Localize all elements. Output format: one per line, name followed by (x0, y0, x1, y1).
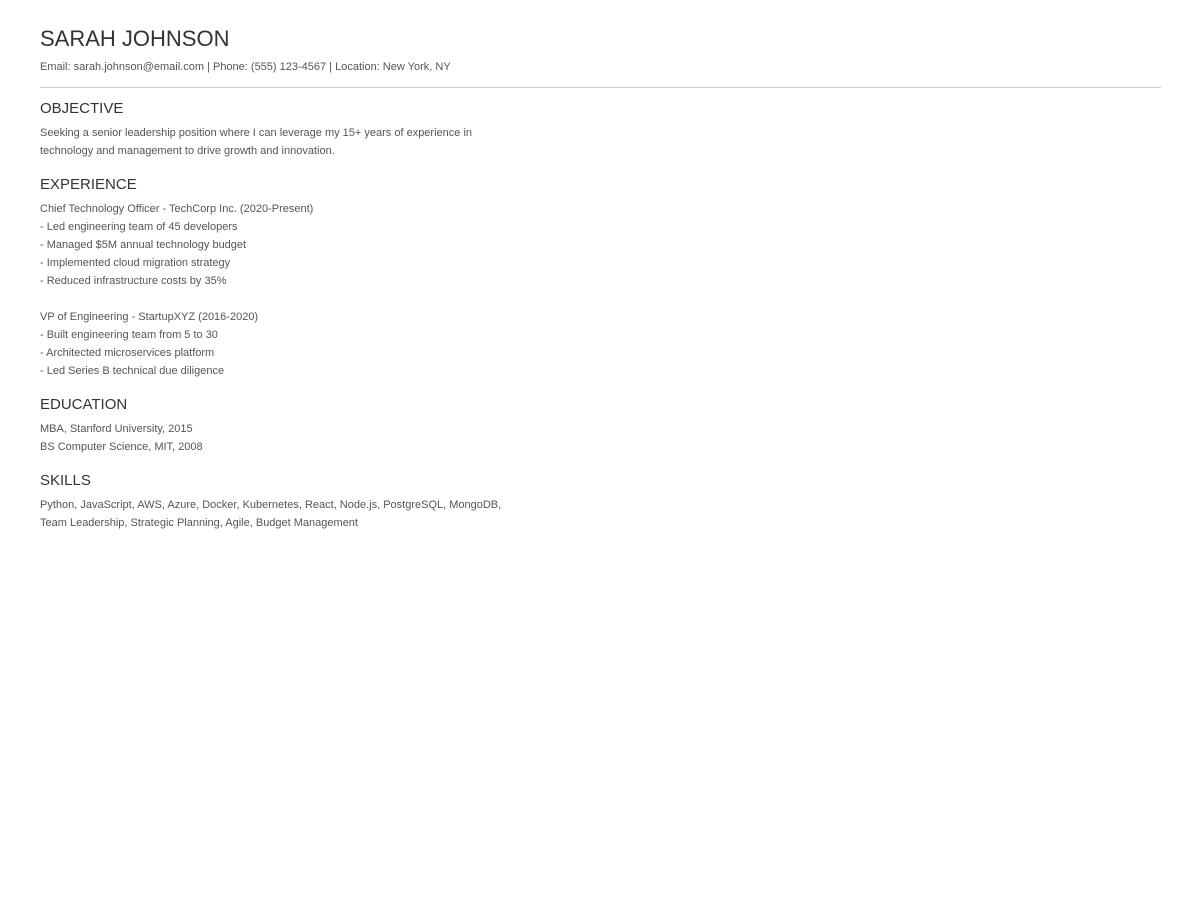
experience-list (40, 200, 510, 380)
objective-section (40, 100, 1161, 160)
job-entry (40, 308, 510, 380)
section-title-skills: SKILLS (40, 472, 91, 489)
education-list (40, 420, 510, 456)
header-divider (40, 87, 1161, 88)
job-entry (40, 200, 510, 290)
education-item: BS Computer Science, MIT, 2008 (40, 441, 203, 453)
candidate-name: SARAH JOHNSON (40, 26, 230, 51)
job-bullet: - Implemented cloud migration strategy (40, 257, 231, 269)
objective-line: technology and management to drive growth and innovation. (40, 145, 335, 157)
skills-text (40, 496, 520, 532)
experience-section (40, 176, 1161, 380)
section-title-experience: EXPERIENCE (40, 176, 137, 193)
education-item: MBA, Stanford University, 2015 (40, 423, 193, 435)
skills-line: Python, JavaScript, AWS, Azure, Docker, Kubernetes, React, Node.js, PostgreSQL, MongoDB, (40, 499, 502, 511)
resume-header (40, 26, 1161, 74)
job-bullet: - Architected microservices platform (40, 347, 215, 359)
skills-section (40, 472, 1161, 532)
job-bullet: - Built engineering team from 5 to 30 (40, 329, 218, 341)
section-title-education: EDUCATION (40, 396, 128, 413)
skills-line: Team Leadership, Strategic Planning, Agile, Budget Management (40, 517, 358, 529)
job-bullet: - Led engineering team of 45 developers (40, 221, 238, 233)
objective-text (40, 124, 510, 160)
contact-info: Email: sarah.johnson@email.com | Phone: (555) 123-4567 | Location: New York, NY (40, 61, 451, 73)
job-bullet: - Reduced infrastructure costs by 35% (40, 275, 227, 287)
job-bullet: - Led Series B technical due diligence (40, 365, 225, 377)
section-title-objective: OBJECTIVE (40, 100, 124, 117)
education-section (40, 396, 1161, 456)
job-heading: VP of Engineering - StartupXYZ (2016-2020) (40, 311, 259, 323)
objective-line: Seeking a senior leadership position where I can leverage my 15+ years of experience in (40, 127, 473, 139)
job-bullet: - Managed $5M annual technology budget (40, 239, 247, 251)
job-heading: Chief Technology Officer - TechCorp Inc. (2020-Present) (40, 203, 314, 215)
